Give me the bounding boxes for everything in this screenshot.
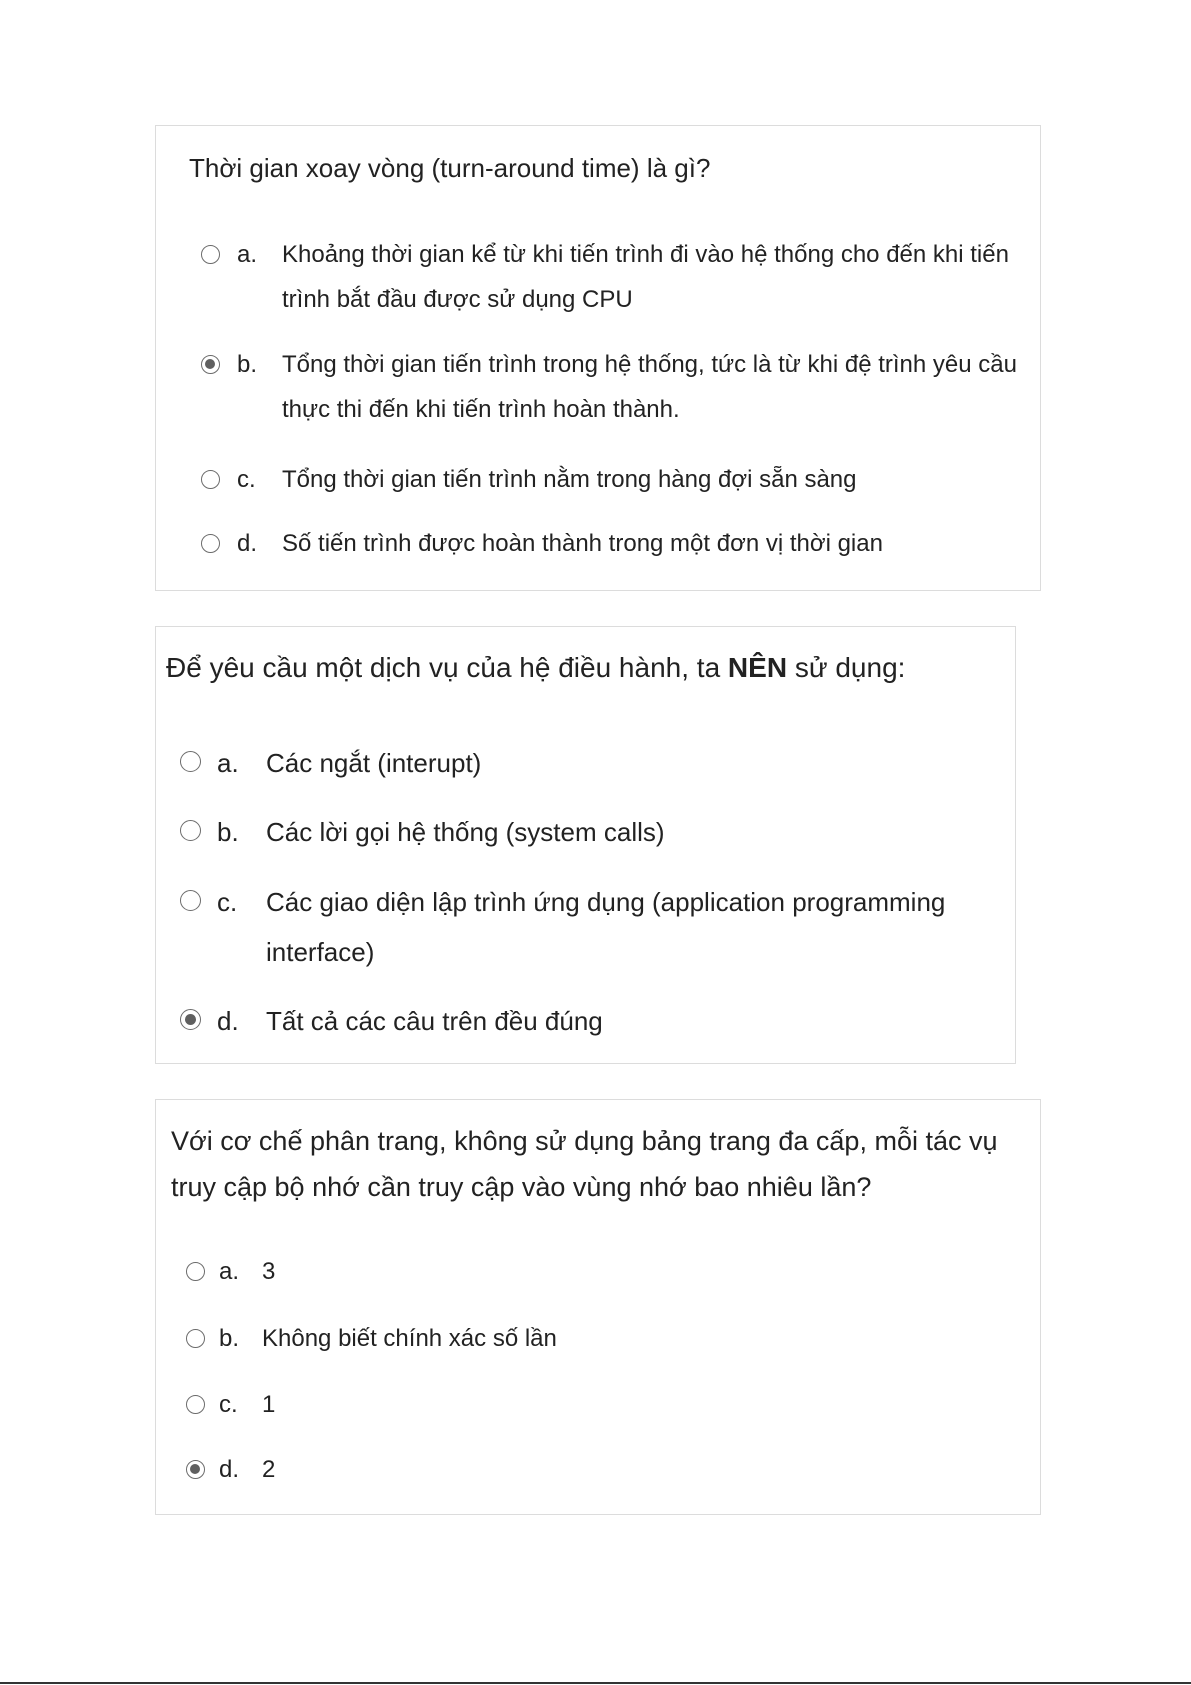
option-a[interactable]: [201, 232, 1022, 322]
option-d[interactable]: [180, 996, 1001, 1046]
option-b[interactable]: [180, 807, 1001, 857]
option-text[interactable]: Tất cả các câu trên đều đúng: [266, 1006, 603, 1036]
option-text[interactable]: 3: [262, 1258, 276, 1285]
option-text[interactable]: 1: [262, 1391, 276, 1418]
option-letter: c.: [219, 1391, 238, 1418]
option-b[interactable]: [186, 1319, 1002, 1359]
radio-button[interactable]: [201, 534, 220, 553]
option-a[interactable]: [186, 1252, 1002, 1292]
question-text: [166, 647, 905, 689]
option-text[interactable]: Các ngắt (interupt): [266, 748, 482, 778]
option-letter: a.: [217, 748, 239, 778]
option-letter: d.: [217, 1006, 239, 1036]
option-letter: b.: [217, 817, 239, 847]
option-letter: d.: [219, 1456, 240, 1483]
option-letter: c.: [217, 887, 238, 917]
radio-button[interactable]: [186, 1329, 205, 1348]
question-suffix: sử dụng:: [787, 652, 906, 683]
option-text[interactable]: Số tiến trình được hoàn thành trong một đơn vị thời gian: [282, 530, 883, 557]
radio-button[interactable]: [186, 1395, 205, 1414]
question-card-3: [155, 1099, 1041, 1515]
question-card-1: [155, 125, 1041, 591]
option-c[interactable]: [186, 1385, 1002, 1425]
option-text[interactable]: Tổng thời gian tiến trình trong hệ thống, tức là từ khi đệ trình yêu cầu thực thi đến khi tiến trình hoàn thành.: [282, 351, 1017, 423]
radio-button[interactable]: [180, 1009, 201, 1030]
page-divider: [0, 1682, 1191, 1684]
option-text[interactable]: 2: [262, 1456, 276, 1483]
option-text[interactable]: Tổng thời gian tiến trình nằm trong hàng đợi sẵn sàng: [282, 466, 857, 493]
question-prefix: Để yêu cầu một dịch vụ của hệ điều hành, ta: [166, 652, 728, 683]
radio-button[interactable]: [201, 245, 220, 264]
radio-button[interactable]: [186, 1460, 205, 1479]
radio-button[interactable]: [180, 890, 201, 911]
option-text[interactable]: Các lời gọi hệ thống (system calls): [266, 817, 665, 847]
option-d[interactable]: [201, 521, 1022, 566]
option-text[interactable]: Các giao diện lập trình ứng dụng (application programming interface): [266, 887, 946, 967]
option-letter: d.: [237, 530, 258, 557]
radio-button[interactable]: [186, 1262, 205, 1281]
radio-button[interactable]: [201, 355, 220, 374]
question-card-2: [155, 626, 1016, 1064]
option-letter: b.: [237, 351, 258, 378]
option-letter: a.: [237, 241, 258, 268]
option-c[interactable]: [201, 457, 1022, 502]
option-c[interactable]: [180, 877, 1001, 977]
radio-button[interactable]: [180, 751, 201, 772]
option-b[interactable]: [201, 342, 1022, 432]
question-text: Thời gian xoay vòng (turn-around time) là gì?: [189, 153, 711, 183]
option-d[interactable]: [186, 1450, 1002, 1490]
option-letter: b.: [219, 1325, 240, 1352]
radio-button[interactable]: [201, 470, 220, 489]
option-text[interactable]: Không biết chính xác số lần: [262, 1325, 557, 1352]
option-letter: a.: [219, 1258, 240, 1285]
radio-button[interactable]: [180, 820, 201, 841]
option-text[interactable]: Khoảng thời gian kể từ khi tiến trình đi vào hệ thống cho đến khi tiến trình bắt đầu được sử dụng CPU: [282, 241, 1009, 313]
question-text: Với cơ chế phân trang, không sử dụng bảng trang đa cấp, mỗi tác vụ truy cập bộ nhớ cần truy cập vào vùng nhớ bao nhiêu lần?: [171, 1126, 998, 1202]
question-emphasis: NÊN: [727, 652, 788, 683]
option-letter: c.: [237, 466, 256, 493]
option-a[interactable]: [180, 738, 1001, 788]
